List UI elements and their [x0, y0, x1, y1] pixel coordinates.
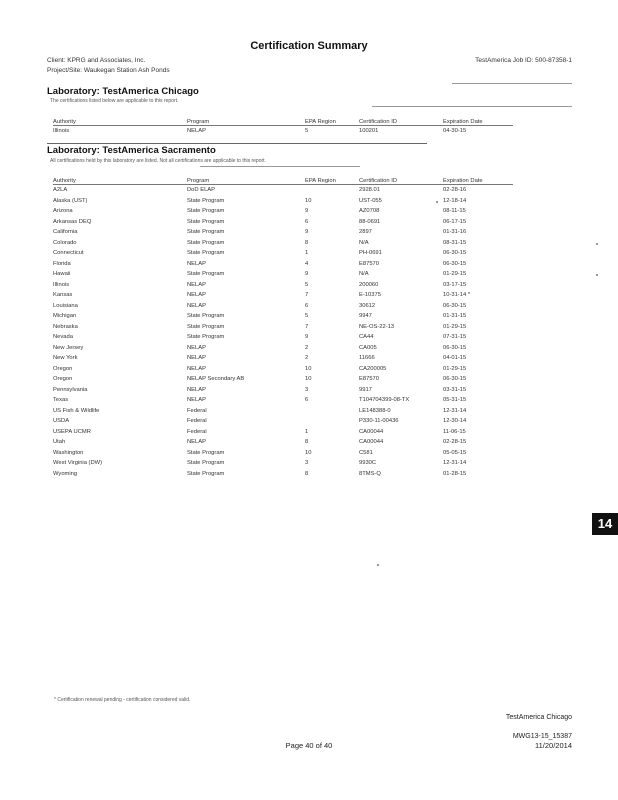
- cell-expiration-date: 06-30-15: [443, 376, 467, 383]
- cell-authority: Nebraska: [53, 323, 78, 330]
- cell-program: State Program: [187, 239, 225, 246]
- table-row: [53, 437, 513, 448]
- cell-expiration-date: 11-06-15: [443, 428, 466, 435]
- cell-certification-id: 2928.01: [359, 187, 380, 194]
- cell-program: State Program: [187, 334, 225, 341]
- cell-authority: Arizona: [53, 208, 73, 215]
- cell-program: NELAP Secondary AB: [187, 376, 245, 383]
- scan-speck: [377, 564, 379, 566]
- cell-expiration-date: 12-31-14: [443, 407, 467, 414]
- cell-certification-id: 200060: [359, 281, 379, 288]
- cell-authority: Florida: [53, 260, 71, 267]
- cell-authority: New York: [53, 355, 78, 362]
- cell-epa-region: 10: [305, 197, 312, 204]
- report-date: 11/20/2014: [535, 741, 572, 750]
- cell-certification-id: UST-055: [359, 197, 382, 204]
- cell-expiration-date: 05-05-15: [443, 449, 467, 456]
- scan-speck: [596, 274, 598, 276]
- cell-epa-region: [305, 406, 359, 417]
- cell-authority: New Jersey: [53, 344, 84, 351]
- cell-program: State Program: [187, 218, 225, 225]
- cell-certification-id: C581: [359, 449, 373, 456]
- cell-expiration-date: 06-17-15: [443, 218, 467, 225]
- table-row: [53, 290, 513, 301]
- cell-epa-region: 3: [305, 460, 309, 467]
- cell-expiration-date: 01-31-15: [443, 313, 467, 320]
- cell-expiration-date: 01-29-15: [443, 365, 467, 372]
- cell-authority: Arkansas DEQ: [53, 218, 92, 225]
- table-row: [53, 458, 513, 469]
- cell-program: State Program: [187, 271, 225, 278]
- cell-authority: Oregon: [53, 376, 73, 383]
- lab2-note: All certifications held by this laboratory are listed. Not all certifications are applicable to this report.: [50, 158, 266, 164]
- table-row: [53, 374, 513, 385]
- cell-expiration-date: 01-29-15: [443, 271, 467, 278]
- cell-authority: Utah: [53, 439, 66, 446]
- cell-program: State Program: [187, 449, 225, 456]
- col-authority: Authority: [53, 175, 187, 185]
- cell-epa-region: 2: [305, 355, 309, 362]
- table-row: [53, 238, 513, 249]
- cell-certification-id: 9947: [359, 313, 372, 320]
- cell-expiration-date: 07-31-15: [443, 334, 467, 341]
- cell-expiration-date: 12-18-14: [443, 197, 467, 204]
- col-authority: Authority: [53, 116, 187, 126]
- cell-expiration-date: 06-30-15: [443, 250, 467, 257]
- cell-expiration-date: 10-31-14 *: [443, 292, 471, 299]
- cell-authority: Oregon: [53, 365, 73, 372]
- table-row: [53, 206, 513, 217]
- lab1-heading: Laboratory: TestAmerica Chicago: [47, 86, 199, 97]
- cell-certification-id: 88-0691: [359, 218, 381, 225]
- cell-epa-region: 5: [305, 128, 309, 135]
- cell-certification-id: T104704399-08-TX: [359, 397, 410, 404]
- cell-certification-id: 30612: [359, 302, 376, 309]
- table-row: [53, 364, 513, 375]
- table-row: [53, 259, 513, 270]
- cell-authority: Kansas: [53, 292, 73, 299]
- cell-authority: Connecticut: [53, 250, 84, 257]
- document-id: MWG13-15_15387: [512, 733, 572, 740]
- cell-epa-region: 3: [305, 386, 309, 393]
- cell-certification-id: N/A: [359, 239, 369, 246]
- cell-epa-region: 9: [305, 208, 309, 215]
- lab2-note-rule: [200, 166, 360, 167]
- cell-program: State Program: [187, 313, 225, 320]
- col-program: Program: [187, 116, 305, 126]
- cell-program: NELAP: [187, 439, 207, 446]
- cell-authority: Louisiana: [53, 302, 78, 309]
- table-row: [53, 126, 513, 137]
- cell-expiration-date: 12-30-14: [443, 418, 467, 425]
- cell-authority: A2LA: [53, 187, 68, 194]
- cell-epa-region: 10: [305, 365, 312, 372]
- lab1-table: [53, 116, 513, 137]
- cell-certification-id: CA200005: [359, 365, 387, 372]
- cell-authority: Texas: [53, 397, 69, 404]
- cell-program: NELAP: [187, 128, 207, 135]
- cell-program: NELAP: [187, 260, 207, 267]
- table-row: [53, 385, 513, 396]
- cell-expiration-date: 03-31-15: [443, 386, 467, 393]
- project-site: Project/Site: Waukegan Station Ash Ponds: [47, 67, 170, 74]
- cell-expiration-date: 03-17-15: [443, 281, 467, 288]
- cell-certification-id: 2897: [359, 229, 372, 236]
- cell-authority: USEPA UCMR: [53, 428, 91, 435]
- lab1-note: The certifications listed below are applicable to this report.: [50, 98, 179, 104]
- col-expiration-date: Expiration Date: [443, 116, 513, 126]
- col-certification-id: Certification ID: [359, 175, 443, 185]
- header-rule: [452, 83, 572, 84]
- cell-epa-region: 9: [305, 271, 309, 278]
- table-row: [53, 301, 513, 312]
- cell-authority: USDA: [53, 418, 70, 425]
- cell-certification-id: CA005: [359, 344, 377, 351]
- table-row: [53, 469, 513, 480]
- cell-program: NELAP: [187, 302, 207, 309]
- scan-speck: [436, 201, 438, 203]
- col-epa-region: EPA Region: [305, 175, 359, 185]
- col-program: Program: [187, 175, 305, 185]
- cell-program: NELAP: [187, 281, 207, 288]
- table-row: [53, 196, 513, 207]
- table-row: [53, 227, 513, 238]
- cell-expiration-date: 04-30-15: [443, 128, 467, 135]
- cell-certification-id: CA00044: [359, 428, 384, 435]
- table-row: [53, 416, 513, 427]
- cell-epa-region: 10: [305, 449, 312, 456]
- cell-authority: West Virginia (DW): [53, 460, 103, 467]
- cell-program: State Program: [187, 460, 225, 467]
- cell-certification-id: LE148388-0: [359, 407, 391, 414]
- table-row: [53, 322, 513, 333]
- cell-certification-id: E87570: [359, 260, 379, 267]
- cell-certification-id: CA00044: [359, 439, 384, 446]
- cell-program: NELAP: [187, 397, 207, 404]
- cell-certification-id: NE-OS-22-13: [359, 323, 395, 330]
- cell-certification-id: PH-0691: [359, 250, 382, 257]
- cell-program: State Program: [187, 208, 225, 215]
- cell-program: Federal: [187, 418, 207, 425]
- client-name: Client: KPRG and Associates, Inc.: [47, 57, 146, 64]
- cell-certification-id: 100201: [359, 128, 379, 135]
- table-row: [53, 395, 513, 406]
- scan-speck: [596, 243, 598, 245]
- cell-certification-id: 11666: [359, 355, 375, 362]
- cell-expiration-date: 08-31-15: [443, 239, 467, 246]
- cell-epa-region: 9: [305, 334, 309, 341]
- table-row: [53, 280, 513, 291]
- cell-epa-region: 8: [305, 239, 309, 246]
- cell-epa-region: 6: [305, 397, 309, 404]
- cell-expiration-date: 06-30-15: [443, 302, 467, 309]
- cell-certification-id: 9930C: [359, 460, 377, 467]
- cell-expiration-date: 08-11-15: [443, 208, 466, 215]
- table-row: [53, 427, 513, 438]
- cell-expiration-date: 01-28-15: [443, 470, 467, 477]
- cell-program: State Program: [187, 470, 225, 477]
- cell-program: NELAP: [187, 355, 207, 362]
- table-row: [53, 217, 513, 228]
- cell-program: NELAP: [187, 344, 207, 351]
- cell-epa-region: 7: [305, 292, 309, 299]
- cell-expiration-date: 12-31-14: [443, 460, 467, 467]
- job-id: TestAmerica Job ID: 500-87358-1: [475, 57, 572, 64]
- cell-program: State Program: [187, 250, 225, 257]
- table-row: [53, 248, 513, 259]
- cell-epa-region: 5: [305, 281, 309, 288]
- cell-epa-region: 6: [305, 302, 309, 309]
- cell-epa-region: 5: [305, 313, 309, 320]
- cell-program: NELAP: [187, 292, 207, 299]
- cell-authority: Michigan: [53, 313, 77, 320]
- cell-program: Federal: [187, 407, 207, 414]
- table-header-row: [53, 116, 513, 126]
- cell-authority: Nevada: [53, 334, 73, 341]
- cell-program: State Program: [187, 197, 225, 204]
- cell-program: DoD ELAP: [187, 187, 216, 194]
- cell-epa-region: 9: [305, 229, 309, 236]
- cell-expiration-date: 04-01-15: [443, 355, 467, 362]
- lab2-table: [53, 175, 513, 479]
- cell-epa-region: 2: [305, 344, 309, 351]
- table-row: [53, 269, 513, 280]
- cell-certification-id: AZ0708: [359, 208, 380, 215]
- table-row: [53, 406, 513, 417]
- cell-authority: Wyoming: [53, 470, 78, 477]
- cell-authority: Illinois: [53, 128, 70, 135]
- table-row: [53, 343, 513, 354]
- cell-certification-id: 8TMS-Q: [359, 470, 381, 477]
- table-header-row: [53, 175, 513, 185]
- col-epa-region: EPA Region: [305, 116, 359, 126]
- cell-certification-id: E87570: [359, 376, 379, 383]
- cell-epa-region: 1: [305, 250, 309, 257]
- cell-epa-region: [305, 416, 359, 427]
- cell-authority: California: [53, 229, 78, 236]
- cell-authority: Illinois: [53, 281, 70, 288]
- footnote: * Certification renewal pending - certification considered valid.: [54, 697, 191, 703]
- cell-authority: Colorado: [53, 239, 77, 246]
- col-certification-id: Certification ID: [359, 116, 443, 126]
- cell-certification-id: P330-11-00436: [359, 418, 399, 425]
- cell-epa-region: 1: [305, 428, 309, 435]
- cell-program: State Program: [187, 229, 225, 236]
- page-number: Page 40 of 40: [285, 741, 333, 750]
- cell-authority: US Fish & Wildlife: [53, 407, 100, 414]
- cell-epa-region: 8: [305, 470, 309, 477]
- footer-lab: TestAmerica Chicago: [505, 714, 572, 721]
- cell-program: NELAP: [187, 365, 207, 372]
- cell-certification-id: CA44: [359, 334, 374, 341]
- cell-epa-region: 4: [305, 260, 309, 267]
- cell-epa-region: [305, 185, 359, 196]
- cell-certification-id: E-10375: [359, 292, 381, 299]
- cell-expiration-date: 05-31-15: [443, 397, 467, 404]
- table-row: [53, 185, 513, 196]
- cell-certification-id: 9917: [359, 386, 372, 393]
- table-row: [53, 448, 513, 459]
- cell-authority: Alaska (UST): [53, 197, 88, 204]
- col-expiration-date: Expiration Date: [443, 175, 513, 185]
- cell-expiration-date: 06-30-15: [443, 344, 467, 351]
- lab1-bottom-rule: [47, 143, 427, 144]
- lab2-heading: Laboratory: TestAmerica Sacramento: [47, 145, 216, 156]
- table-row: [53, 311, 513, 322]
- table-row: [53, 353, 513, 364]
- cell-epa-region: 6: [305, 218, 309, 225]
- cell-program: State Program: [187, 323, 225, 330]
- cell-expiration-date: 01-29-15: [443, 323, 467, 330]
- cell-expiration-date: 01-31-16: [443, 229, 467, 236]
- cell-authority: Pennsylvania: [53, 386, 88, 393]
- cell-expiration-date: 02-28-16: [443, 187, 467, 194]
- section-tab: 14: [592, 513, 618, 535]
- cell-program: Federal: [187, 428, 207, 435]
- cell-epa-region: 7: [305, 323, 309, 330]
- cell-authority: Hawaii: [53, 271, 71, 278]
- cell-authority: Washington: [53, 449, 84, 456]
- page-title: Certification Summary: [250, 40, 368, 52]
- cell-epa-region: 10: [305, 376, 312, 383]
- cell-expiration-date: 06-30-15: [443, 260, 467, 267]
- cell-epa-region: 8: [305, 439, 309, 446]
- cell-certification-id: N/A: [359, 271, 369, 278]
- cell-program: NELAP: [187, 386, 207, 393]
- lab1-note-rule: [372, 106, 572, 107]
- cell-expiration-date: 02-28-15: [443, 439, 467, 446]
- table-row: [53, 332, 513, 343]
